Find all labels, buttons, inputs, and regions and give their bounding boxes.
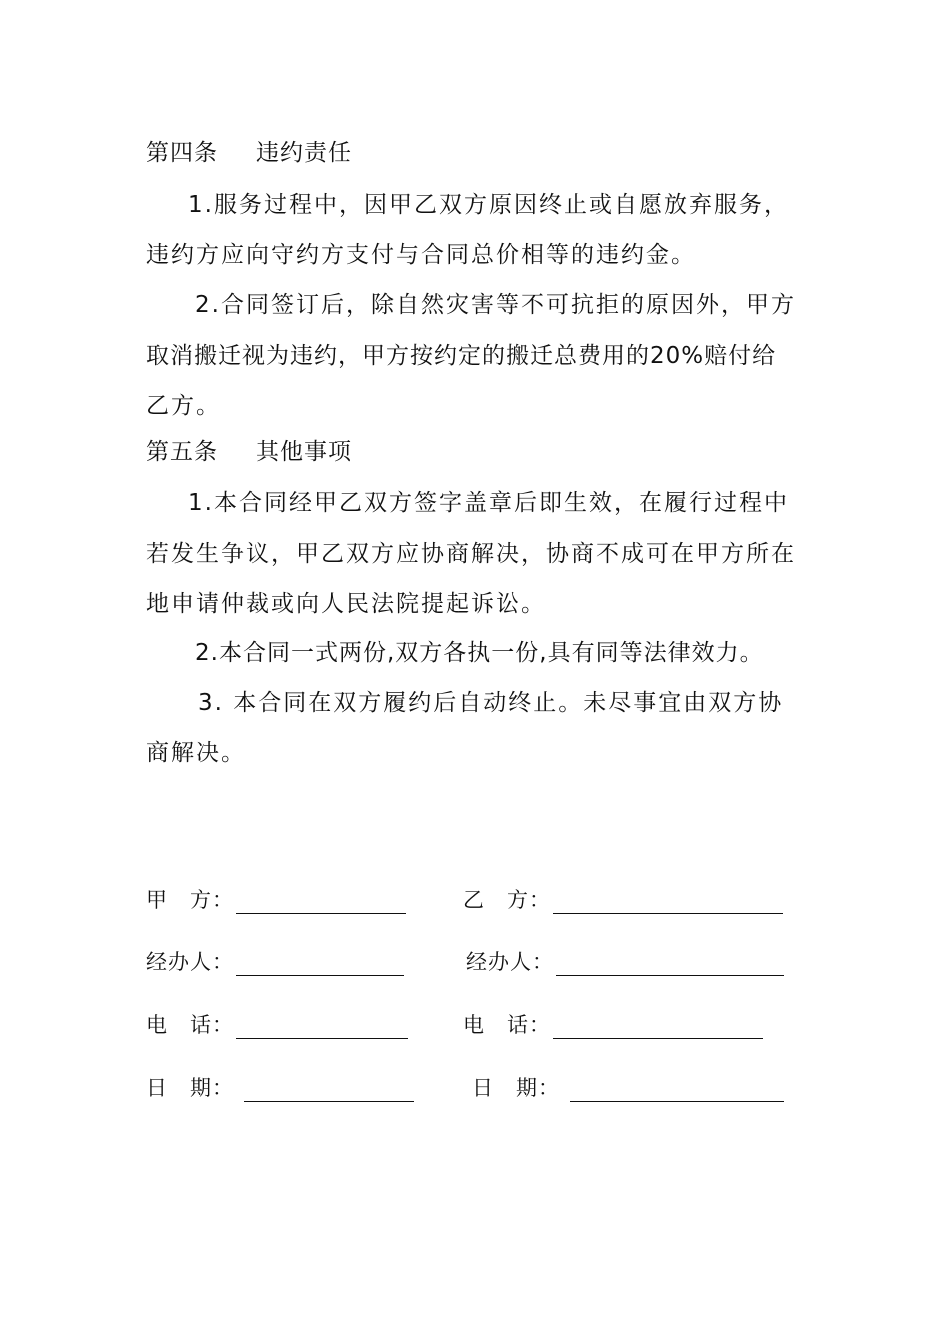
date-b-label: 日 期： <box>472 1076 560 1100</box>
party-b-label: 乙 方： <box>463 888 551 912</box>
phone-b-row <box>463 1009 763 1039</box>
phone-a-row <box>146 1009 408 1039</box>
agent-a-label: 经办人： <box>146 950 234 974</box>
agent-b-label: 经办人： <box>466 950 554 974</box>
article5-heading-title: 其他事项 <box>256 439 352 465</box>
agent-a-row <box>146 946 404 976</box>
article5-heading-number: 第五条 <box>146 439 218 465</box>
article4-item2-line1: 2.合同签订后，除自然灾害等不可抗拒的原因外，甲方 <box>195 292 796 318</box>
phone-a-label: 电 话： <box>146 1013 234 1037</box>
party-b-blank[interactable] <box>553 895 783 914</box>
article5-item2-line1: 2.本合同一式两份,双方各执一份,具有同等法律效力。 <box>195 640 764 666</box>
article5-heading <box>146 433 352 466</box>
article4-item2-line3: 乙方。 <box>146 393 221 419</box>
party-b-row <box>463 884 783 914</box>
article5-item1-line3: 地申请仲裁或向人民法院提起诉讼。 <box>146 591 546 617</box>
article4-item1-line2: 违约方应向守约方支付与合同总价相等的违约金。 <box>146 242 696 268</box>
article4-item1-line1: 1.服务过程中，因甲乙双方原因终止或自愿放弃服务， <box>188 192 789 218</box>
party-a-row <box>146 884 406 914</box>
agent-b-row <box>466 946 784 976</box>
phone-a-blank[interactable] <box>236 1020 408 1039</box>
article5-item3-line2: 商解决。 <box>146 740 246 766</box>
article4-item2-line2: 取消搬迁视为违约，甲方按约定的搬迁总费用的20%赔付给 <box>146 343 777 369</box>
date-b-blank[interactable] <box>570 1083 784 1102</box>
phone-b-blank[interactable] <box>553 1020 763 1039</box>
date-a-row <box>146 1072 414 1102</box>
agent-a-blank[interactable] <box>236 957 404 976</box>
article4-heading-number: 第四条 <box>146 140 218 166</box>
date-a-blank[interactable] <box>244 1083 414 1102</box>
phone-b-label: 电 话： <box>463 1013 551 1037</box>
party-a-label: 甲 方： <box>146 888 234 912</box>
date-b-row <box>472 1072 784 1102</box>
party-a-blank[interactable] <box>236 895 406 914</box>
article4-heading <box>146 134 352 167</box>
article5-item3-line1: 3. 本合同在双方履约后自动终止。未尽事宜由双方协 <box>198 690 784 716</box>
article5-item1-line1: 1.本合同经甲乙双方签字盖章后即生效，在履行过程中 <box>188 490 789 516</box>
agent-b-blank[interactable] <box>556 957 784 976</box>
article5-item1-line2: 若发生争议，甲乙双方应协商解决，协商不成可在甲方所在 <box>146 541 796 567</box>
article4-heading-title: 违约责任 <box>256 140 352 166</box>
date-a-label: 日 期： <box>146 1076 234 1100</box>
